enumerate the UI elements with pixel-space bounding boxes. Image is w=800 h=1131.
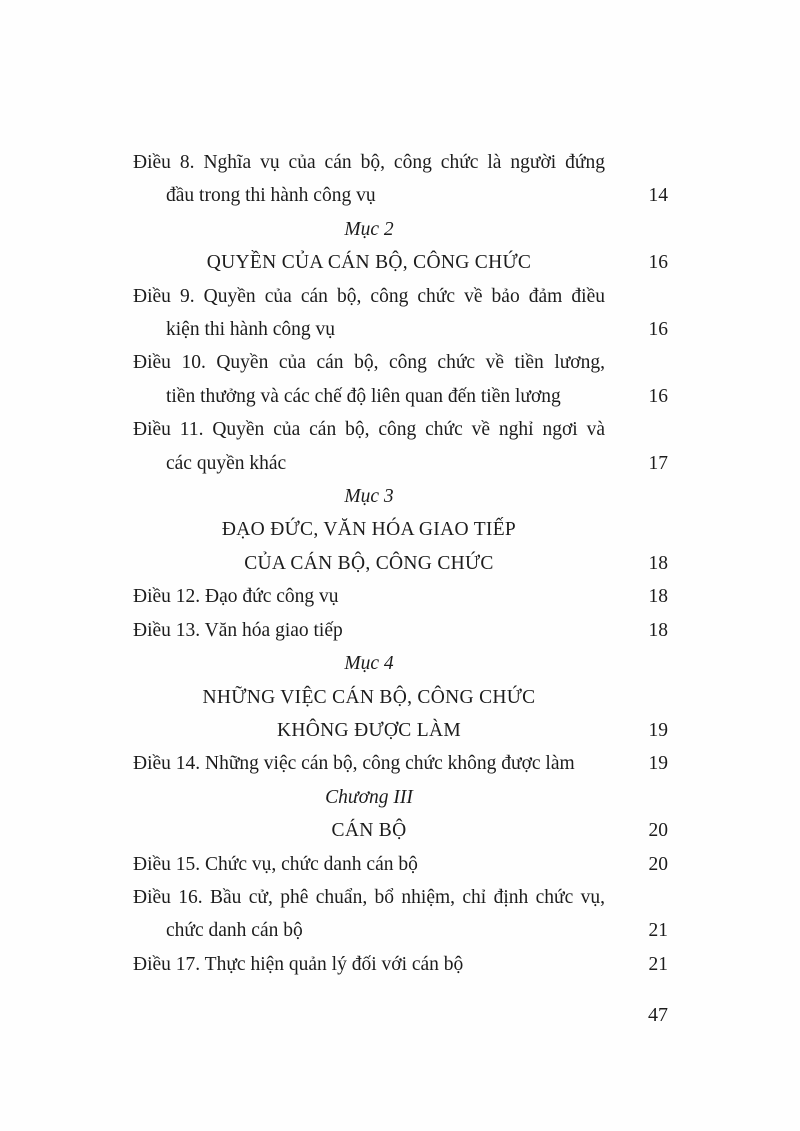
toc-article-entry [133,346,668,413]
toc-article-entry [133,614,668,647]
toc-line: Điều 11. Quyền của cán bộ, công chức về nghỉ ngơi và [133,419,605,441]
toc-line: KHÔNG ĐƯỢC LÀM [277,719,461,741]
toc-line: Mục 2 [344,218,394,240]
toc-line: Chương III [325,786,413,808]
toc-line: NHỮNG VIỆC CÁN BỘ, CÔNG CHỨC [202,686,536,708]
toc-line: đầu trong thi hành công vụ [166,185,376,207]
toc-line: CÁN BỘ [331,820,407,842]
toc-heading-entry [133,246,668,279]
folio-page-number: 47 [648,1004,668,1026]
toc-entry-page-number: 20 [648,853,668,875]
toc-heading-entry [133,513,668,580]
toc-entry-page-number: 18 [648,619,668,641]
toc-entry-page-number: 19 [648,719,668,741]
toc-entry-page-number: 19 [648,753,668,775]
toc-heading-entry [133,213,668,246]
toc-article-entry [133,948,668,981]
toc-article-entry [133,580,668,613]
toc-line: Điều 8. Nghĩa vụ của cán bộ, công chức là người đứng [133,152,605,173]
toc-entry-page-number: 18 [648,552,668,574]
toc-heading-entry [133,480,668,513]
toc-heading-entry [133,647,668,680]
toc-heading-entry [133,781,668,814]
toc-heading-entry [133,814,668,847]
toc-article-entry [133,280,668,347]
toc-line: Điều 15. Chức vụ, chức danh cán bộ [133,853,418,875]
toc-entry-page-number: 20 [648,820,668,842]
toc-line: kiện thi hành công vụ [166,319,335,341]
toc-article-entry [133,848,668,881]
toc-line: Điều 16. Bầu cử, phê chuẩn, bổ nhiệm, chỉ định chức vụ, [133,886,605,908]
toc-article-entry [133,146,668,213]
toc-line: các quyền khác [166,452,287,474]
toc-entry-page-number: 18 [648,586,668,608]
toc-heading-entry [133,681,668,748]
toc-line: tiền thưởng và các chế độ liên quan đến tiền lương [166,385,561,407]
toc-line: Điều 12. Đạo đức công vụ [133,586,339,608]
toc-line: QUYỀN CỦA CÁN BỘ, CÔNG CHỨC [206,252,532,274]
toc-line: Điều 13. Văn hóa giao tiếp [133,619,343,641]
toc-line: Điều 10. Quyền của cán bộ, công chức về tiền lương, [133,352,605,374]
table-of-contents [133,146,668,981]
toc-entry-page-number: 16 [648,385,668,407]
toc-line: Mục 3 [344,486,394,508]
toc-entry-page-number: 17 [648,452,668,474]
toc-line: Điều 14. Những việc cán bộ, công chức không được làm [133,753,575,775]
toc-line: chức danh cán bộ [166,920,303,942]
toc-line: Mục 4 [344,653,394,675]
toc-article-entry [133,881,668,948]
toc-line: Điều 9. Quyền của cán bộ, công chức về bảo đảm điều [133,285,605,307]
toc-entry-page-number: 16 [648,252,668,274]
toc-line: ĐẠO ĐỨC, VĂN HÓA GIAO TIẾP [221,519,517,541]
toc-entry-page-number: 14 [648,185,668,207]
toc-line: CỦA CÁN BỘ, CÔNG CHỨC [244,552,494,574]
toc-entry-page-number: 21 [648,920,668,942]
toc-entry-page-number: 21 [648,953,668,975]
toc-line: Điều 17. Thực hiện quản lý đối với cán bộ [133,953,464,975]
toc-article-entry [133,747,668,780]
toc-article-entry [133,413,668,480]
toc-entry-page-number: 16 [648,319,668,341]
